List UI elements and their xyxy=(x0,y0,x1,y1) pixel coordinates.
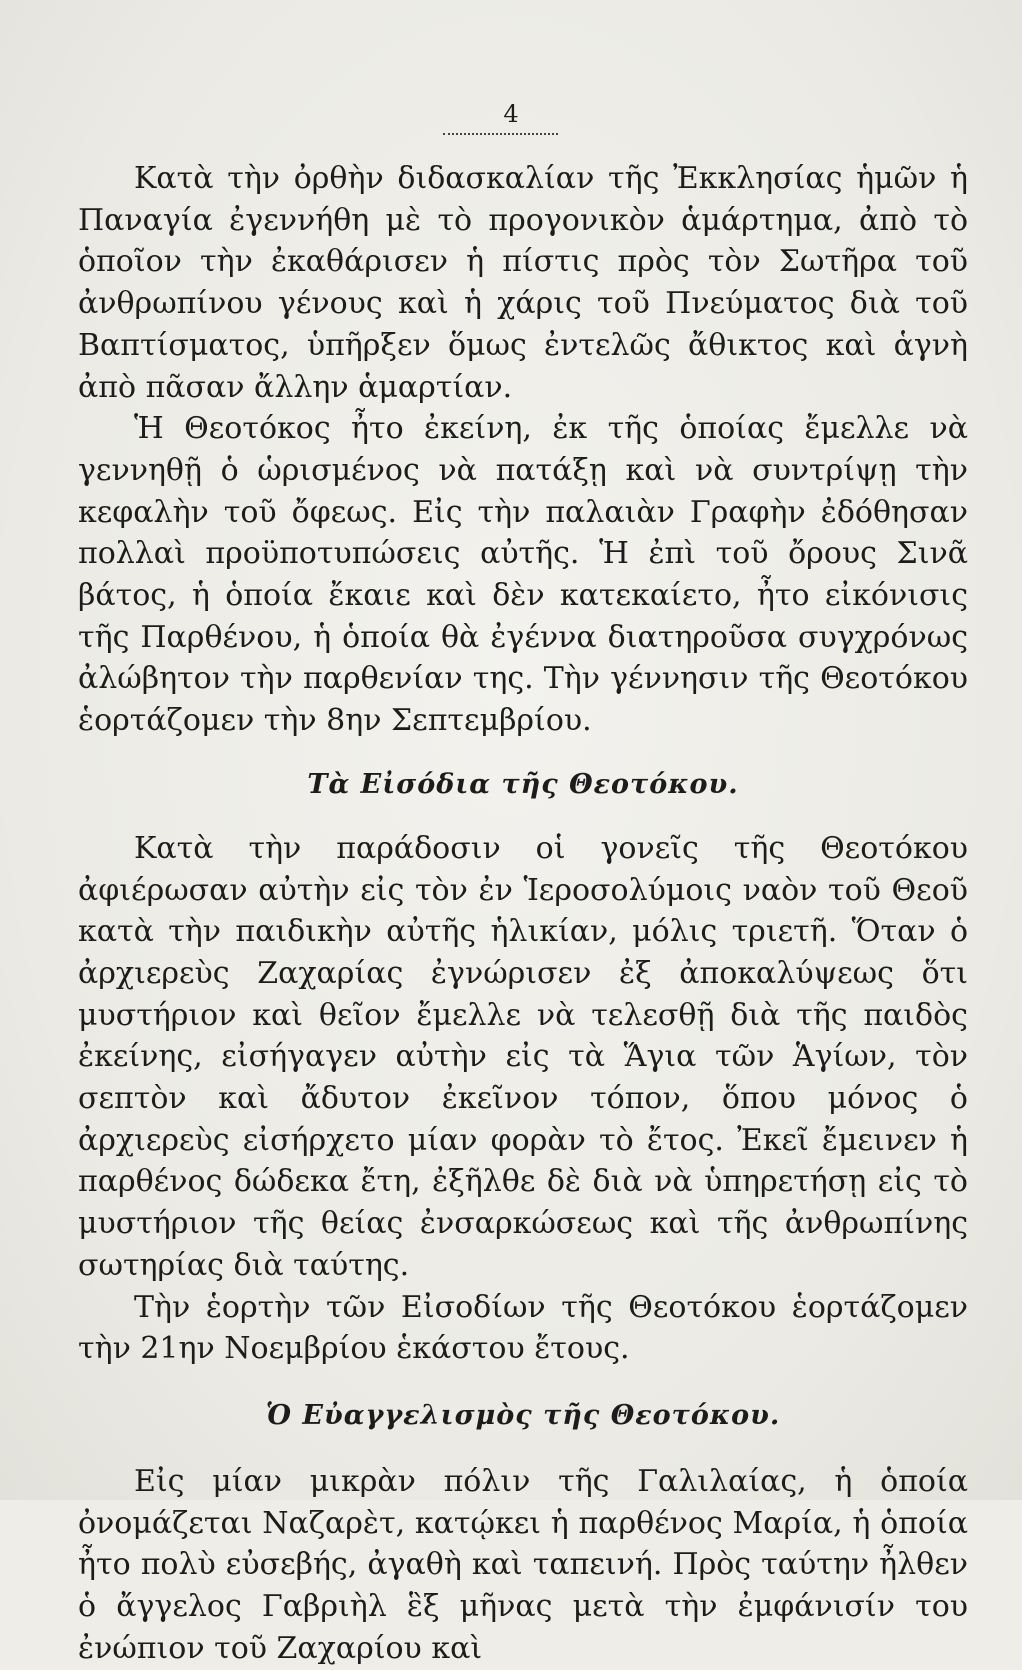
section-heading-eisodia: Τὰ Εἰσόδια τῆς Θεοτόκου. xyxy=(307,768,739,800)
page-number: 4 xyxy=(503,100,519,128)
section-heading-annunciation: Ὁ Εὐαγγελισμὸς τῆς Θεοτόκου. xyxy=(265,1399,781,1431)
page-body xyxy=(78,158,968,1670)
paragraph-eisodia-tradition: Κατὰ τὴν παράδοσιν οἱ γονεῖς τῆς Θεοτόκου ἀφιέρωσαν αὐτὴν εἰς τὸν ἐν Ἱεροσολύμοις ναὸν τοῦ Θεοῦ κατὰ τὴν παιδικὴν αὐτῆς ἡλικίαν, μόλις τριετῆ. Ὅταν ὁ ἀρχιερεὺς Ζαχαρίας ἐγνώρισεν ἐξ ἀποκαλύψεως ὅτι μυστήριον καὶ θεῖον ἔμελλε νὰ τελεσθῇ διὰ τῆς παιδὸς ἐκείνης, εἰσήγαγεν αὐτὴν εἰς τὰ Ἅγια τῶν Ἁγίων, τὸν σεπτὸν καὶ ἄδυτον ἐκεῖνον τόπον, ὅπου μόνος ὁ ἀρχιερεὺς εἰσήρχετο μίαν φορὰν τὸ ἔτος. Ἐκεῖ ἔμεινεν ἡ παρθένος δώδεκα ἔτη, ἐξῆλθε δὲ διὰ νὰ ὑπηρετήσῃ εἰς τὸ μυστήριον τῆς θείας ἐνσαρκώσεως καὶ τῆς ἀνθρωπίνης σωτηρίας διὰ ταύτης. xyxy=(78,830,968,1283)
paragraph-doctrine: Κατὰ τὴν ὀρθὴν διδασκαλίαν τῆς Ἐκκλησίας ἡμῶν ἡ Παναγία ἐγεννήθη μὲ τὸ προγονικὸν ἁμάρτημα, ἀπὸ τὸ ὁποῖον τὴν ἐκαθάρισεν ἡ πίστις πρὸς τὸν Σωτῆρα τοῦ ἀνθρωπίνου γένους καὶ ἡ χάρις τοῦ Πνεύματος διὰ τοῦ Βαπτίσματος, ὑπῆρξεν ὅμως ἐντελῶς ἄθικτος καὶ ἁγνὴ ἀπὸ πᾶσαν ἄλλην ἁμαρτίαν. xyxy=(78,161,968,405)
paragraph-theotokos-prefigurations: Ἡ Θεοτόκος ἦτο ἐκείνη, ἐκ τῆς ὁποίας ἔμελλε νὰ γεννηθῇ ὁ ὡρισμένος νὰ πατάξῃ καὶ νὰ συντρίψῃ τὴν κεφαλὴν τοῦ ὄφεως. Εἰς τὴν παλαιὰν Γραφὴν ἐδόθησαν πολλαὶ προϋποτυπώσεις αὐτῆς. Ἡ ἐπὶ τοῦ ὄρους Σινᾶ βάτος, ἡ ὁποία ἔκαιε καὶ δὲν κατεκαίετο, ἦτο εἰκόνισις τῆς Παρθένου, ἡ ὁποία θὰ ἐγέννα διατηροῦσα συγχρόνως ἀλώβητον τὴν παρθενίαν της. Τὴν γέννησιν τῆς Θεοτόκου ἑορτάζομεν τὴν 8ην Σεπτεμβρίου. xyxy=(78,411,968,739)
paragraph-annunciation: Εἰς μίαν μικρὰν πόλιν τῆς Γαλιλαίας, ἡ ὁποία ὀνομάζεται Ναζαρὲτ, κατῴκει ἡ παρθένος Μαρία, ἡ ὁποία ἦτο πολὺ εὐσεβής, ἀγαθὴ καὶ ταπεινή. Πρὸς ταύτην ἦλθεν ὁ ἄγγελος Γαβριὴλ ἓξ μῆνας μετὰ τὴν ἐμφάνισίν του ἐνώπιον τοῦ Ζαχαρίου καὶ xyxy=(78,1463,968,1666)
paragraph-eisodia-feast-date: Τὴν ἑορτὴν τῶν Εἰσοδίων τῆς Θεοτόκου ἑορτάζομεν τὴν 21ην Νοεμβρίου ἑκάστου ἔτους. xyxy=(78,1289,968,1367)
page-number-rule xyxy=(443,133,558,135)
